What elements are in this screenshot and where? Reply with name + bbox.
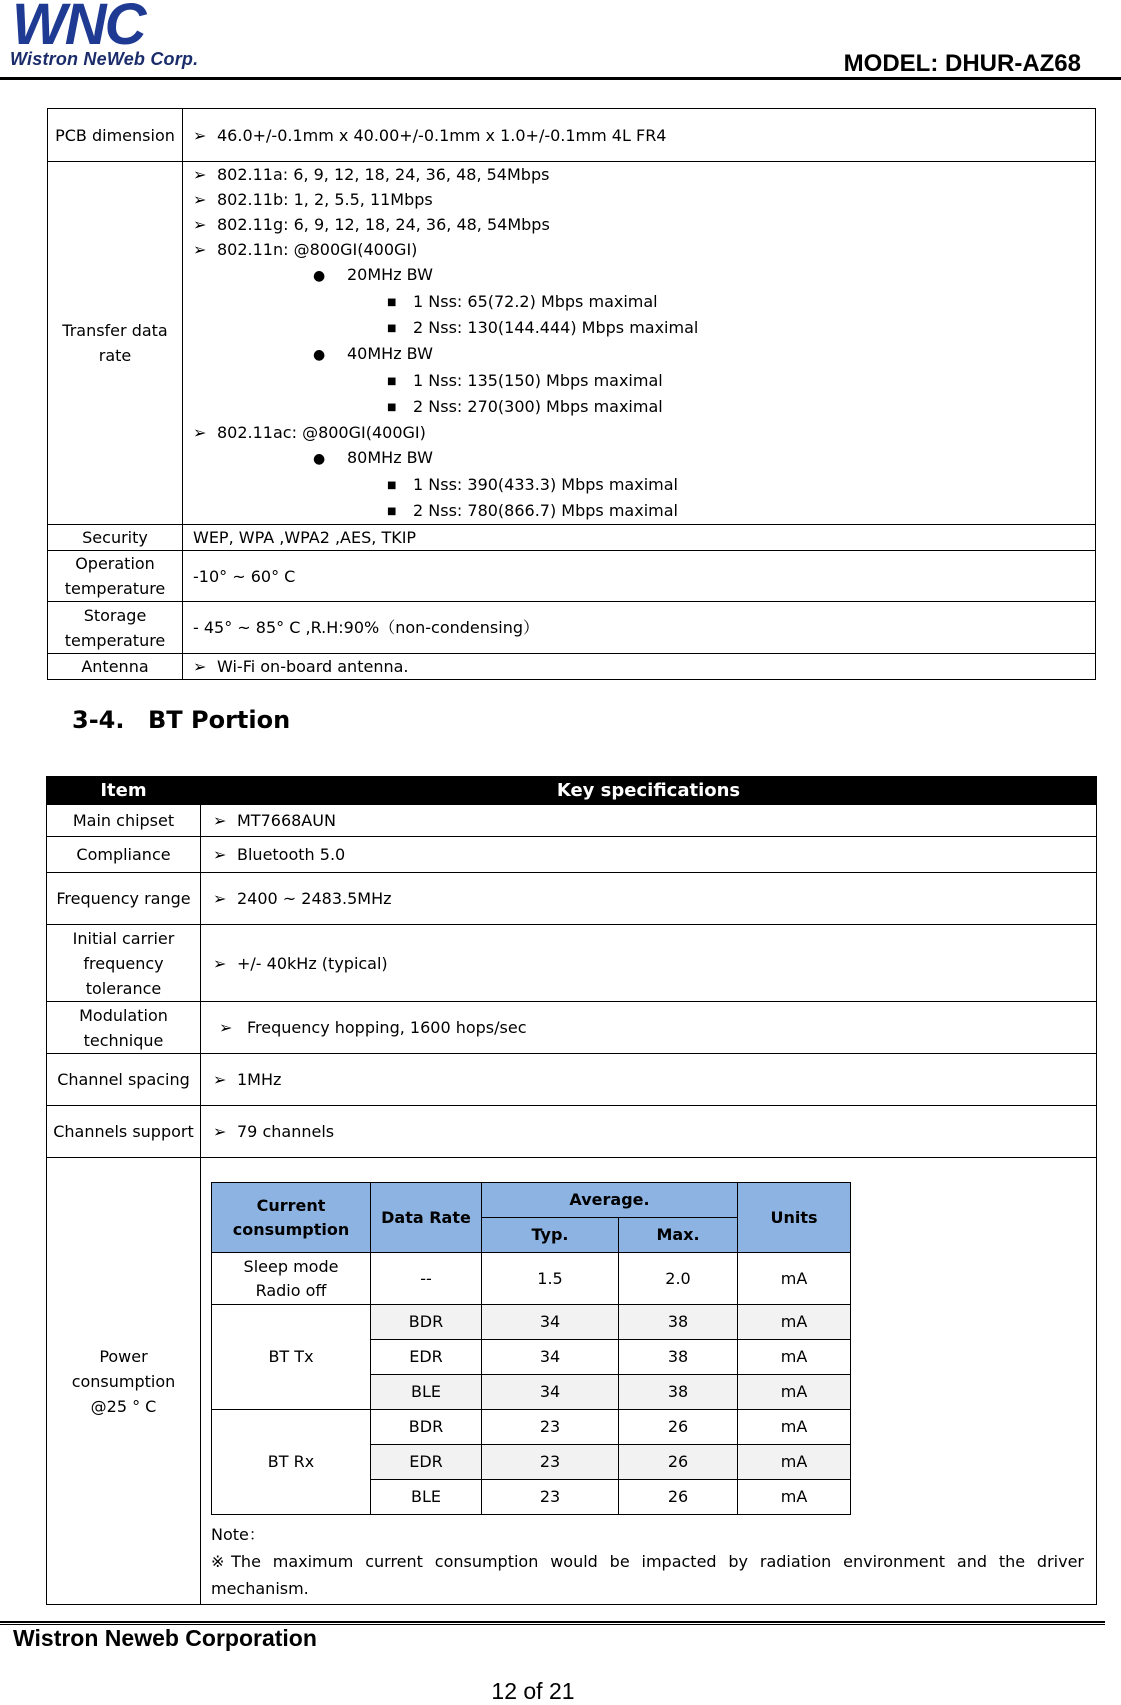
table-row	[48, 109, 1096, 162]
cell-max: 38	[619, 1375, 738, 1410]
list-item	[189, 187, 1095, 212]
table-row	[47, 873, 1097, 925]
compliance-value: Bluetooth 5.0	[237, 845, 346, 864]
list-item	[189, 315, 1095, 341]
arrow-bullet-icon: ➢	[213, 1122, 227, 1141]
arrow-bullet-icon: ➢	[193, 190, 207, 209]
section-number: 3-4.	[72, 706, 125, 734]
list-item-text: 802.11ac: @800GI(400GI)	[217, 423, 426, 442]
arrow-bullet-icon: ➢	[193, 165, 207, 184]
row-label: Main chipset	[47, 805, 201, 837]
arrow-bullet-icon: ➢	[193, 423, 207, 442]
column-header-average: Average.	[482, 1183, 738, 1218]
row-label: Frequency range	[47, 873, 201, 925]
arrow-bullet-icon: ➢	[193, 240, 207, 259]
power-consumption-table	[211, 1182, 851, 1515]
cell-unit: mA	[738, 1410, 851, 1445]
column-header-current: Current consumption	[212, 1183, 371, 1253]
cell-unit: mA	[738, 1445, 851, 1480]
sleep-mode-label: Sleep mode Radio off	[243, 1256, 339, 1300]
list-item-text: 802.11a: 6, 9, 12, 18, 24, 36, 48, 54Mbps	[217, 165, 550, 184]
table-row	[48, 162, 1096, 525]
cell-rate: BLE	[371, 1375, 482, 1410]
row-label: Modulation technique	[47, 1002, 201, 1054]
arrow-bullet-icon: ➢	[193, 125, 207, 145]
square-bullet-icon: ■	[387, 480, 397, 491]
row-value: -10° ~ 60° C	[183, 551, 1096, 602]
column-header-rate: Data Rate	[371, 1183, 482, 1253]
list-item	[189, 237, 1095, 262]
row-value	[183, 654, 1096, 680]
row-label: Transfer data rate	[48, 162, 183, 525]
list-item-text: 802.11b: 1, 2, 5.5, 11Mbps	[217, 190, 433, 209]
row-value	[201, 837, 1097, 873]
cell-rate: BDR	[371, 1410, 482, 1445]
row-value	[201, 873, 1097, 925]
cell-typ: 34	[482, 1340, 619, 1375]
column-header-spec: Key specifications	[201, 777, 1097, 805]
table-row	[47, 1054, 1097, 1106]
table-row	[47, 837, 1097, 873]
cell-current: BT Tx	[212, 1305, 371, 1410]
round-bullet-icon: ●	[313, 451, 326, 467]
cell-unit: mA	[738, 1253, 851, 1305]
round-bullet-icon: ●	[313, 347, 326, 363]
list-item-text: 1 Nss: 135(150) Mbps maximal	[413, 371, 663, 390]
row-value	[201, 1002, 1097, 1054]
cell-max: 38	[619, 1305, 738, 1340]
list-item	[189, 472, 1095, 498]
square-bullet-icon: ■	[387, 323, 397, 334]
table-row	[212, 1410, 851, 1445]
list-item-text: 802.11n: @800GI(400GI)	[217, 240, 418, 259]
footer-company: Wistron Neweb Corporation	[13, 1625, 317, 1651]
cell-typ: 23	[482, 1410, 619, 1445]
pcb-dimension-value: 46.0+/-0.1mm x 40.00+/-0.1mm x 1.0+/-0.1mm 4L FR4	[217, 125, 667, 145]
list-item-text: 2 Nss: 780(866.7) Mbps maximal	[413, 501, 678, 520]
row-value	[201, 925, 1097, 1002]
column-header-units: Units	[738, 1183, 851, 1253]
list-item	[189, 162, 1095, 187]
list-item	[189, 394, 1095, 420]
row-label: Storage temperature	[48, 602, 183, 654]
bt-spec-table	[46, 776, 1097, 1605]
arrow-bullet-icon: ➢	[193, 657, 207, 676]
list-item	[189, 212, 1095, 237]
table-row	[47, 1158, 1097, 1605]
channel-spacing-value: 1MHz	[237, 1070, 282, 1089]
square-bullet-icon: ■	[387, 402, 397, 413]
row-value	[201, 1158, 1097, 1605]
row-value	[201, 1054, 1097, 1106]
logo-text: WNC	[12, 0, 145, 50]
cell-rate: EDR	[371, 1445, 482, 1480]
cell-typ: 34	[482, 1305, 619, 1340]
table-row	[48, 525, 1096, 551]
table-row	[212, 1253, 851, 1305]
round-bullet-icon: ●	[313, 268, 326, 284]
table-row	[47, 1106, 1097, 1158]
table-row	[47, 1002, 1097, 1054]
carrier-tolerance-value: +/- 40kHz (typical)	[237, 953, 388, 973]
table-row	[212, 1305, 851, 1340]
arrow-bullet-icon: ➢	[213, 1070, 227, 1089]
note-text: ※The maximum current consumption would be impacted by radiation environment and the driver mechanism.	[211, 1552, 1084, 1598]
table-header-row	[212, 1183, 851, 1218]
list-item	[189, 262, 1095, 289]
arrow-bullet-icon: ➢	[219, 1018, 233, 1037]
cell-unit: mA	[738, 1340, 851, 1375]
power-note	[201, 1515, 1096, 1604]
logo-subtitle: Wistron NeWeb Corp.	[10, 49, 199, 69]
row-value	[183, 162, 1096, 525]
cell-rate: --	[371, 1253, 482, 1305]
list-item	[189, 368, 1095, 394]
square-bullet-icon: ■	[387, 297, 397, 308]
arrow-bullet-icon: ➢	[193, 215, 207, 234]
row-value: - 45° ~ 85° C ,R.H:90%（non-condensing）	[183, 602, 1096, 654]
channels-support-value: 79 channels	[237, 1122, 335, 1141]
list-item-text: 1 Nss: 390(433.3) Mbps maximal	[413, 475, 678, 494]
row-value: WEP, WPA ,WPA2 ,AES, TKIP	[183, 525, 1096, 551]
list-item-text: 1 Nss: 65(72.2) Mbps maximal	[413, 292, 658, 311]
wnc-logo-mark	[10, 0, 250, 50]
antenna-value: Wi-Fi on-board antenna.	[217, 657, 409, 676]
cell-typ: 1.5	[482, 1253, 619, 1305]
row-value	[201, 805, 1097, 837]
list-item-text: 2 Nss: 130(144.444) Mbps maximal	[413, 318, 699, 337]
table-header-row	[47, 777, 1097, 805]
note-title: Note：	[211, 1525, 265, 1544]
transfer-rate-list	[189, 162, 1095, 524]
cell-typ: 23	[482, 1445, 619, 1480]
page-number: 12 of 21	[491, 1678, 575, 1704]
arrow-bullet-icon: ➢	[213, 889, 227, 908]
table-row	[48, 654, 1096, 680]
power-consumption-label: Power consumption @25 ° C	[71, 1346, 176, 1416]
arrow-bullet-icon: ➢	[213, 811, 227, 830]
section-title: BT Portion	[148, 706, 291, 734]
square-bullet-icon: ■	[387, 376, 397, 387]
row-label: PCB dimension	[48, 109, 183, 162]
list-item	[189, 420, 1095, 445]
column-header-item: Item	[47, 777, 201, 805]
frequency-range-value: 2400 ~ 2483.5MHz	[237, 889, 392, 908]
list-item-text: 2 Nss: 270(300) Mbps maximal	[413, 397, 663, 416]
list-item	[189, 341, 1095, 368]
row-label	[47, 1158, 201, 1605]
table-row	[47, 925, 1097, 1002]
list-item	[189, 289, 1095, 315]
list-item-text: 20MHz BW	[347, 265, 433, 284]
row-label: Operation temperature	[48, 551, 183, 602]
list-item	[189, 498, 1095, 524]
cell-max: 26	[619, 1480, 738, 1515]
modulation-value: Frequency hopping, 1600 hops/sec	[247, 1018, 527, 1037]
row-label: Channel spacing	[47, 1054, 201, 1106]
row-label: Compliance	[47, 837, 201, 873]
column-header-typ: Typ.	[482, 1218, 619, 1253]
list-item	[189, 445, 1095, 472]
row-label: Initial carrier frequency tolerance	[47, 925, 201, 1002]
cell-typ: 23	[482, 1480, 619, 1515]
row-label: Channels support	[47, 1106, 201, 1158]
row-label: Antenna	[48, 654, 183, 680]
cell-max: 26	[619, 1445, 738, 1480]
section-heading	[72, 706, 290, 734]
model-number: MODEL: DHUR-AZ68	[843, 50, 1081, 77]
row-value	[201, 1106, 1097, 1158]
wifi-spec-table	[47, 108, 1096, 680]
cell-unit: mA	[738, 1480, 851, 1515]
cell-unit: mA	[738, 1305, 851, 1340]
cell-max: 38	[619, 1340, 738, 1375]
table-row	[48, 551, 1096, 602]
list-item-text: 40MHz BW	[347, 344, 433, 363]
table-row	[48, 602, 1096, 654]
footer-divider	[0, 1621, 1105, 1623]
square-bullet-icon: ■	[387, 506, 397, 517]
table-row	[47, 805, 1097, 837]
cell-max: 26	[619, 1410, 738, 1445]
list-item-text: 80MHz BW	[347, 448, 433, 467]
cell-unit: mA	[738, 1375, 851, 1410]
arrow-bullet-icon: ➢	[213, 845, 227, 864]
row-value	[183, 109, 1096, 162]
cell-max: 2.0	[619, 1253, 738, 1305]
cell-current: BT Rx	[212, 1410, 371, 1515]
cell-current	[212, 1253, 371, 1305]
main-chipset-value: MT7668AUN	[237, 811, 336, 830]
arrow-bullet-icon: ➢	[213, 953, 227, 973]
cell-rate: BLE	[371, 1480, 482, 1515]
column-header-max: Max.	[619, 1218, 738, 1253]
cell-rate: EDR	[371, 1340, 482, 1375]
cell-rate: BDR	[371, 1305, 482, 1340]
header-divider	[0, 77, 1121, 80]
cell-typ: 34	[482, 1375, 619, 1410]
list-item-text: 802.11g: 6, 9, 12, 18, 24, 36, 48, 54Mbps	[217, 215, 550, 234]
row-label: Security	[48, 525, 183, 551]
